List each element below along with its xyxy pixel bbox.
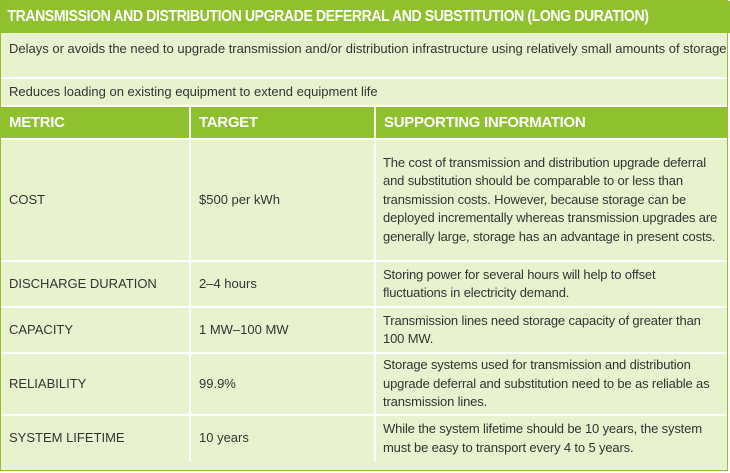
target-cell: 10 years <box>190 415 375 461</box>
description-row-1: Delays or avoids the need to upgrade transmission and/or distribution infrastructure using relatively small amounts of storage <box>1 33 727 79</box>
column-header-metric: METRIC <box>1 107 190 139</box>
table-row <box>1 261 727 307</box>
target-cell: 1 MW–100 MW <box>190 307 375 353</box>
info-cell: Storage systems used for transmission and distribution upgrade deferral and substitution need to be as reliable as transmission lines. <box>375 353 727 415</box>
target-cell: 99.9% <box>190 353 375 415</box>
table-row <box>1 307 727 353</box>
info-cell: Storing power for several hours will help to offset fluctuations in electricity demand. <box>375 261 727 307</box>
table-row <box>1 139 727 261</box>
metric-cell: DISCHARGE DURATION <box>1 261 190 307</box>
info-cell: Transmission lines need storage capacity of greater than 100 MW. <box>375 307 727 353</box>
target-cell: 2–4 hours <box>190 261 375 307</box>
metric-cell: COST <box>1 139 190 261</box>
metrics-table <box>1 107 727 461</box>
metric-cell: SYSTEM LIFETIME <box>1 415 190 461</box>
column-header-target: TARGET <box>190 107 375 139</box>
metric-cell: RELIABILITY <box>1 353 190 415</box>
info-cell: While the system lifetime should be 10 years, the system must be easy to transport every 4 to 5 years. <box>375 415 727 461</box>
table-row <box>1 415 727 461</box>
table-row <box>1 353 727 415</box>
description-row-2: Reduces loading on existing equipment to extend equipment life <box>1 79 727 107</box>
table-header-row <box>1 107 727 139</box>
target-cell: $500 per kWh <box>190 139 375 261</box>
info-cell: The cost of transmission and distribution upgrade deferral and substitution should be comparable to or less than transmission costs. However, because storage can be deployed incrementally whereas transmission upgrades are generally large, storage has an advantage in present costs. <box>375 139 727 261</box>
column-header-supporting-information: SUPPORTING INFORMATION <box>375 107 727 139</box>
metric-cell: CAPACITY <box>1 307 190 353</box>
table-title: TRANSMISSION AND DISTRIBUTION UPGRADE DEFERRAL AND SUBSTITUTION (LONG DURATION) <box>1 1 730 33</box>
